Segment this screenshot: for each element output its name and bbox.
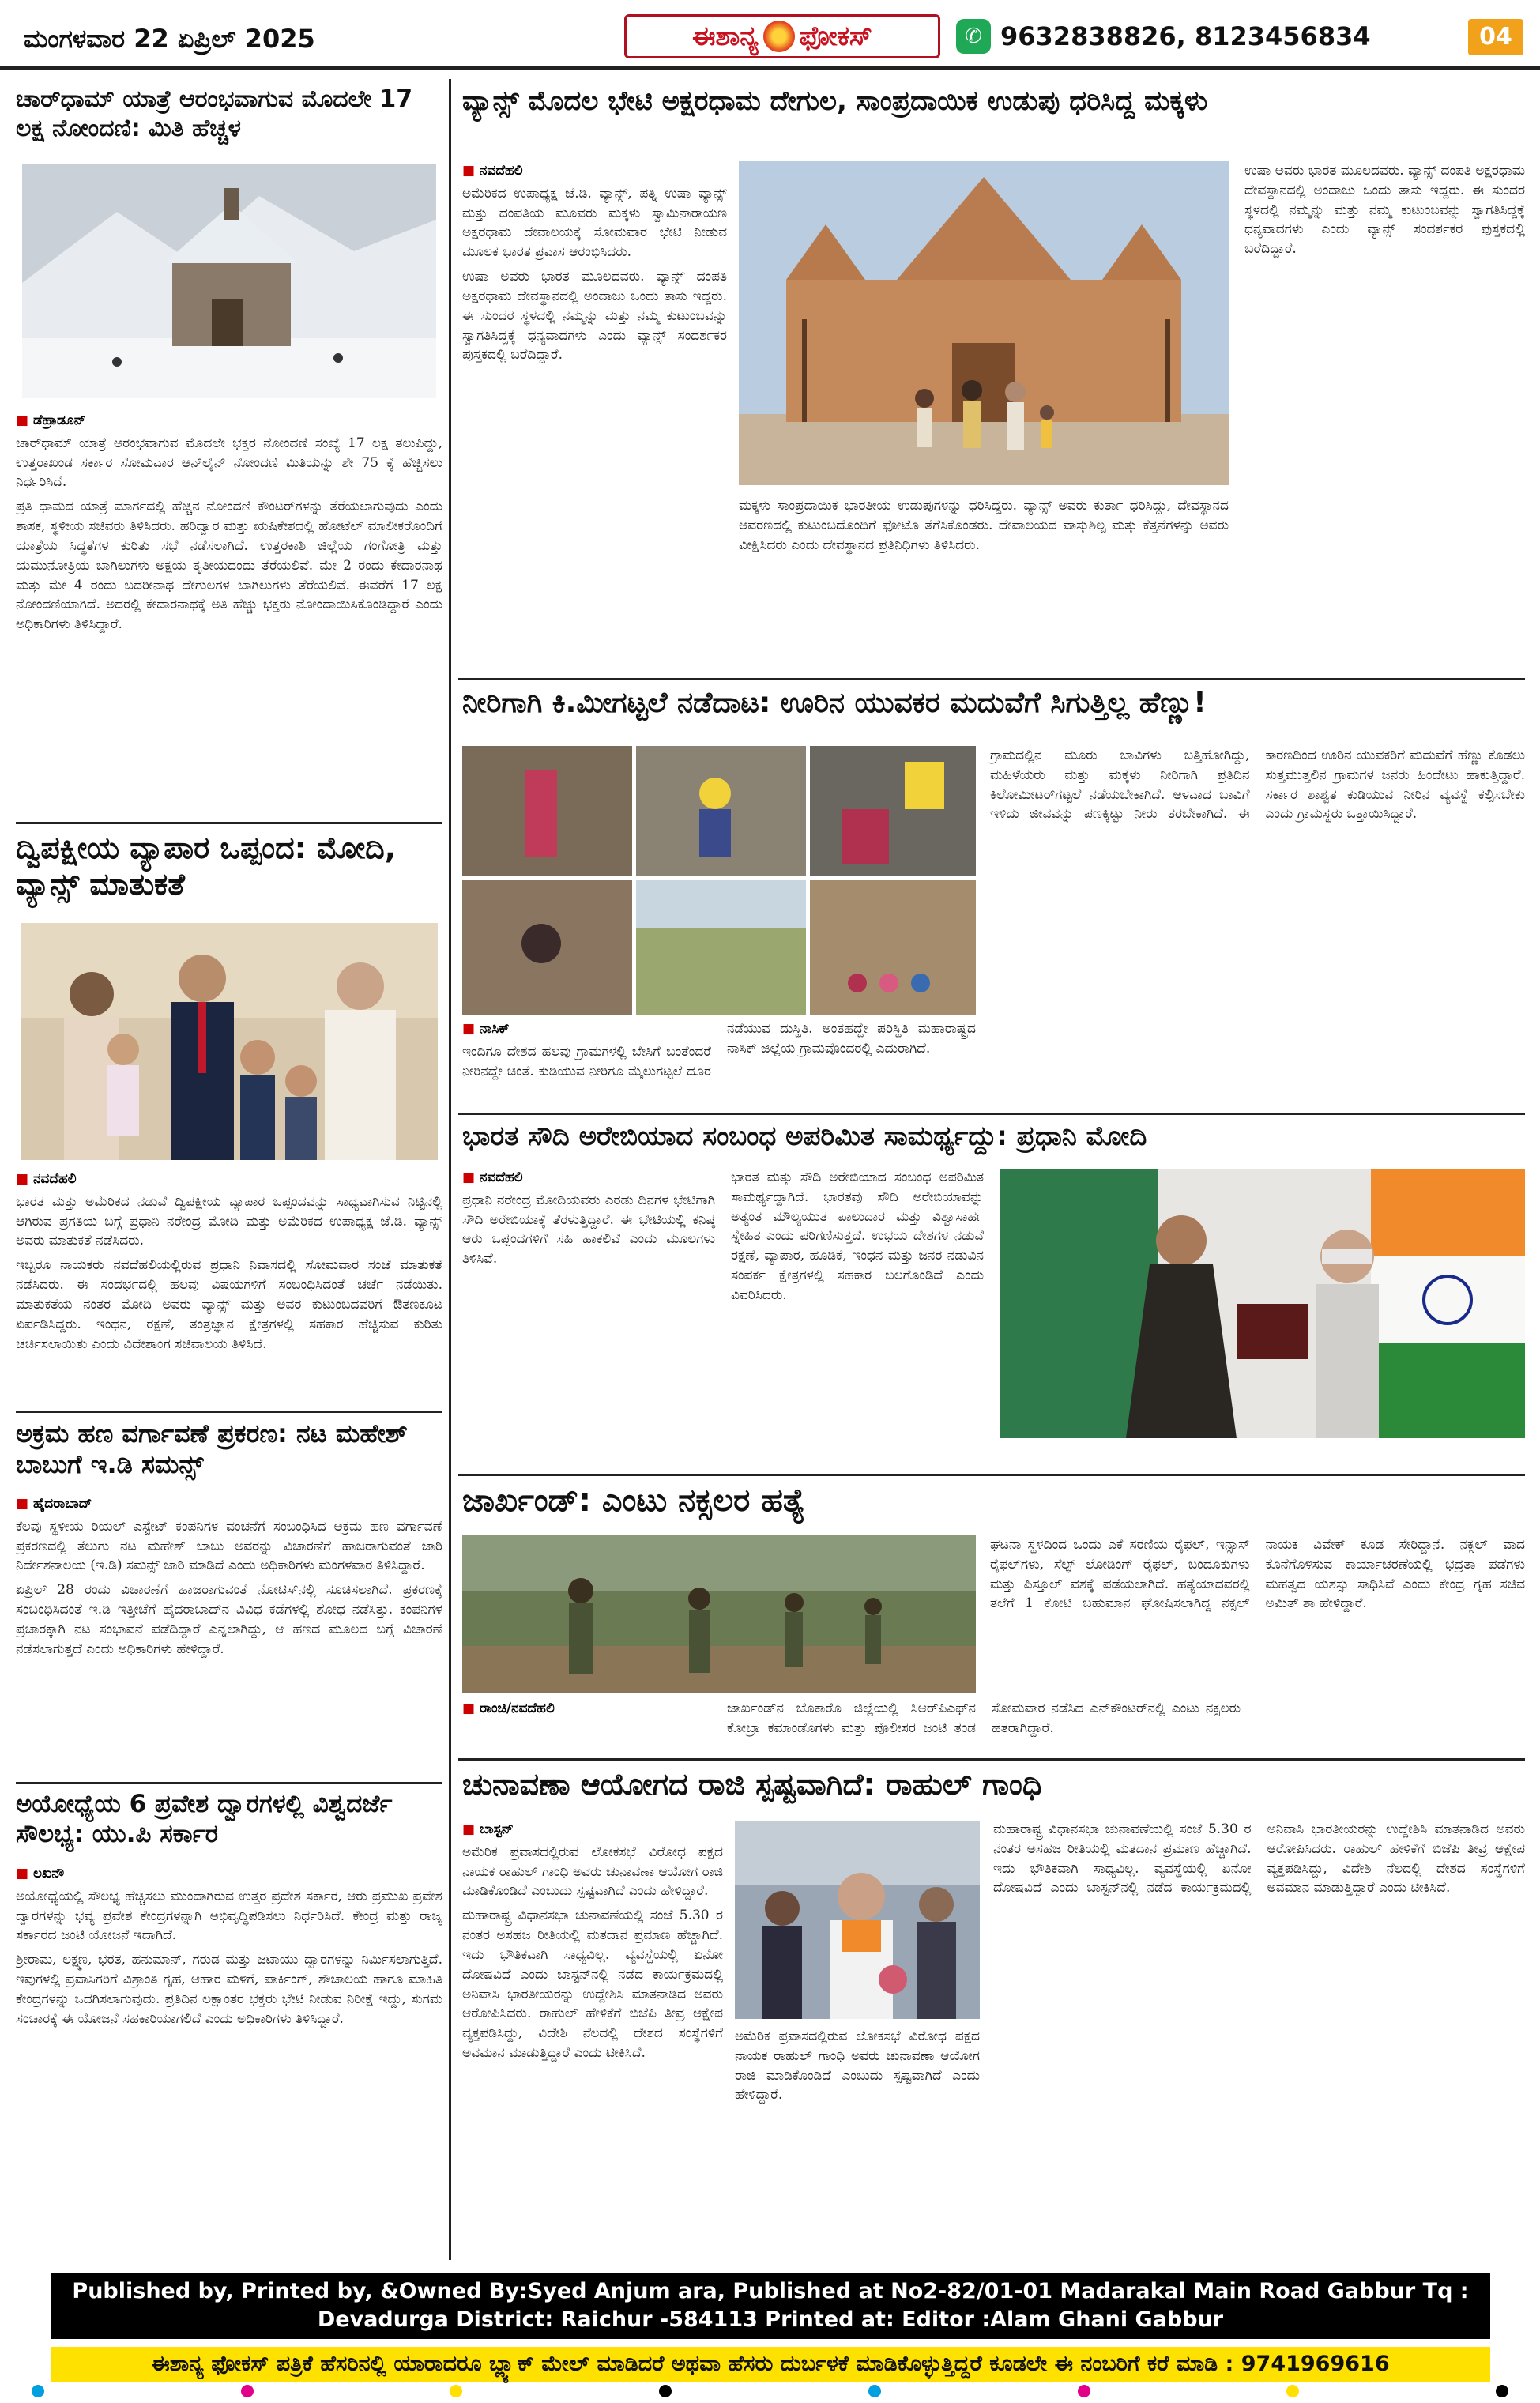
article-ayodhya (16, 1790, 442, 2264)
article-body-right (990, 1535, 1525, 1753)
dateline: ■ ನವದೆಹಲಿ (462, 161, 727, 181)
paragraph: ಶ್ರೀರಾಮ, ಲಕ್ಷ್ಮಣ, ಭರತ, ಹನುಮಾನ್, ಗರುಡ ಮತ್ತು ಜಟಾಯು ದ್ವಾರಗಳನ್ನು ನಿರ್ಮಿಸಲಾಗುತ್ತಿದೆ. ಇವುಗಳಲ್ಲಿ ಪ್ರವಾಸಿಗರಿಗೆ ವಿಶ್ರಾಂತಿ ಗೃಹ, ಆಹಾರ ಮಳಿಗೆ, ಪಾರ್ಕಿಂಗ್, ಶೌಚಾಲಯ ಹಾಗೂ ಮಾಹಿತಿ ಕೇಂದ್ರಗಳನ್ನು ಒದಗಿಸಲಾಗುವುದು. ಪ್ರತಿದಿನ ಲಕ್ಷಾಂತರ ಭಕ್ತರು ಭೇಟಿ ನೀಡುವ ನಿರೀಕ್ಷೆ ಇದ್ದು, ಸುಗಮ ಸಂಚಾರಕ್ಕೆ ಈ ಯೋಜನೆ ಸಹಕಾರಿಯಾಗಲಿದೆ ಎಂದು ಅಧಿಕಾರಿಗಳು ತಿಳಿಸಿದ್ದಾರೆ. (16, 1952, 442, 2027)
article-body-middle (735, 2027, 980, 2259)
paragraph: ಪ್ರತಿ ಧಾಮದ ಯಾತ್ರೆ ಮಾರ್ಗದಲ್ಲಿ ಹೆಚ್ಚಿನ ನೋಂದಣಿ ಕೌಂಟರ್‌ಗಳನ್ನು ತೆರೆಯಲಾಗುವುದು ಎಂದು ಶಾಸಕ, ಸ್ಥಳೀಯ ಸಚಿವರು ತಿಳಿಸಿದರು. ಹರಿದ್ವಾರ ಮತ್ತು ಋಷಿಕೇಶದಲ್ಲಿ ಹೋಟೆಲ್ ಮಾಲೀಕರೊಂದಿಗೆ ಯಾತ್ರೆಯ ಸಿದ್ಧತೆಗಳ ಕುರಿತು ಸಭೆ ನಡೆಸಲಾಗಿದೆ. ಉತ್ತರಕಾಶಿ ಜಿಲ್ಲೆಯ ಗಂಗೋತ್ರಿ ಮತ್ತು ಯಮುನೋತ್ರಿಯ ಬಾಗಿಲುಗಳು ಅಕ್ಷಯ ತೃತೀಯದಂದು ತೆರೆಯಲಿವೆ. ಮೇ 2 ರಂದು ಕೇದಾರನಾಥ ಮತ್ತು ಮೇ 4 ರಂದು ಬದರೀನಾಥ ದೇಗುಲಗಳ ಬಾಗಿಲುಗಳು ತೆರೆಯಲಿವೆ. ಈವರೆಗೆ 17 ಲಕ್ಷ ನೋಂದಣಿಯಾಗಿದೆ. ಅದರಲ್ಲಿ ಕೇದಾರನಾಥಕ್ಕೆ ಅತಿ ಹೆಚ್ಚು ಭಕ್ತರು ನೋಂದಾಯಿಸಿಕೊಂಡಿದ್ದಾರೆ ಎಂದು ಅಧಿಕಾರಿಗಳು ತಿಳಿಸಿದ್ದಾರೆ. (16, 499, 442, 633)
security-forces-photo (462, 1535, 976, 1693)
article-chardham (16, 85, 442, 816)
paragraph: ಚಾರ್‌ಧಾಮ್ ಯಾತ್ರೆ ಆರಂಭವಾಗುವ ಮೊದಲೇ ಭಕ್ತರ ನೋಂದಣಿ ಸಂಖ್ಯೆ 17 ಲಕ್ಷ ತಲುಪಿದ್ದು, ಉತ್ತರಾಖಂಡ ಸರ್ಕಾರ ಸೋಮವಾರ ಆನ್‌ಲೈನ್ ನೋಂದಣಿ ಮಿತಿಯನ್ನು ಶೇ 75 ಕ್ಕೆ ಹೆಚ್ಚಿಸಲು ನಿರ್ಧರಿಸಿದೆ. (16, 435, 442, 491)
paragraph: ಗ್ರಾಮದಲ್ಲಿನ ಮೂರು ಬಾವಿಗಳು ಬತ್ತಿಹೋಗಿದ್ದು, ಮಹಿಳೆಯರು ಮತ್ತು ಮಕ್ಕಳು ನೀರಿಗಾಗಿ ಪ್ರತಿದಿನ ಕಿಲೋಮೀಟರ್‌ಗಟ್ಟಲೆ ನಡೆಯಬೇಕಾಗಿದೆ. ಆಳವಾದ ಬಾವಿಗೆ ಇಳಿದು ಜೀವವನ್ನು ಪಣಕ್ಕಿಟ್ಟು ನೀರು ತರಬೇಕಾಗಿದೆ. ಈ ಕಾರಣದಿಂದ ಊರಿನ ಯುವಕರಿಗೆ ಮದುವೆಗೆ ಹೆಣ್ಣು ಕೊಡಲು ಸುತ್ತಮುತ್ತಲಿನ ಗ್ರಾಮಗಳ ಜನರು ಹಿಂದೇಟು ಹಾಕುತ್ತಿದ್ದಾರೆ. ಸರ್ಕಾರ ಶಾಶ್ವತ ಕುಡಿಯುವ ನೀರಿನ ವ್ಯವಸ್ಥೆ ಕಲ್ಪಿಸಬೇಕು ಎಂದು ಗ್ರಾಮಸ್ಥರು ಒತ್ತಾಯಿಸಿದ್ದಾರೆ. (990, 748, 1525, 823)
headline: ನೀರಿಗಾಗಿ ಕಿ.ಮೀಗಟ್ಟಲೆ ನಡೆದಾಟ: ಊರಿನ ಯುವಕರ ಮದುವೆಗೆ ಸಿಗುತ್ತಿಲ್ಲ ಹೆಣ್ಣು! (462, 687, 1207, 719)
water-collage-photo (462, 746, 976, 1015)
publisher-info: Published by, Printed by, &Owned By:Syed Anjum ara, Published at No2-82/01-01 Madarakal Main Road Gabbur Tq : Devadurga District: Raichur -584113 Printed at: Editor :Alam Ghani Gabbur (51, 2273, 1490, 2339)
article-body-right (1244, 161, 1525, 667)
paragraph: ಅಮೆರಿಕ ಪ್ರವಾಸದಲ್ಲಿರುವ ಲೋಕಸಭೆ ವಿರೋಧ ಪಕ್ಷದ ನಾಯಕ ರಾಹುಲ್ ಗಾಂಧಿ ಅವರು ಚುನಾವಣಾ ಆಯೋಗ ರಾಜಿ ಮಾಡಿಕೊಂಡಿದೆ ಎಂಬುದು ಸ್ಪಷ್ಟವಾಗಿದೆ ಎಂದು ಹೇಳಿದ್ದಾರೆ. (735, 2028, 980, 2104)
cyan-dot-icon (32, 2385, 44, 2397)
article-body-below-photo (462, 1699, 1241, 1753)
footer (0, 2273, 1540, 2403)
paragraph: ಉಷಾ ಅವರು ಭಾರತ ಮೂಲದವರು. ವ್ಯಾನ್ಸ್ ದಂಪತಿ ಅಕ್ಷರಧಾಮ ದೇವಸ್ಥಾನದಲ್ಲಿ ಅಂದಾಜು ಒಂದು ತಾಸು ಇದ್ದರು. ಈ ಸುಂದರ ಸ್ಥಳದಲ್ಲಿ ನಮ್ಮನ್ನು ಮತ್ತು ನಮ್ಮ ಕುಟುಂಬವನ್ನು ಸ್ವಾಗತಿಸಿದ್ದಕ್ಕೆ ಧನ್ಯವಾದಗಳು ಎಂದು ವ್ಯಾನ್ಸ್ ಸಂದರ್ಶಕರ ಪುಸ್ತಕದಲ್ಲಿ ಬರೆದಿದ್ದಾರೆ. (1244, 163, 1525, 258)
kedarnath-snow-photo (22, 164, 436, 398)
paragraph: ಇಬ್ಬರೂ ನಾಯಕರು ನವದೆಹಲಿಯಲ್ಲಿರುವ ಪ್ರಧಾನಿ ನಿವಾಸದಲ್ಲಿ ಸೋಮವಾರ ಸಂಜೆ ಮಾತುಕತೆ ನಡೆಸಿದರು. ಈ ಸಂದರ್ಭದಲ್ಲಿ ಹಲವು ವಿಷಯಗಳಿಗೆ ಸಂಬಂಧಿಸಿದಂತೆ ಚರ್ಚೆ ನಡೆಯಿತು. ಮಾತುಕತೆಯ ನಂತರ ಮೋದಿ ಅವರು ವ್ಯಾನ್ಸ್ ಮತ್ತು ಅವರ ಕುಟುಂಬದವರಿಗೆ ಔತಣಕೂಟ ಏರ್ಪಡಿಸಿದ್ದರು. ಇಂಧನ, ರಕ್ಷಣೆ, ತಂತ್ರಜ್ಞಾನ ಕ್ಷೇತ್ರಗಳಲ್ಲಿ ಸಹಕಾರ ಹೆಚ್ಚಿಸುವ ಕುರಿತು ಚರ್ಚಿಸಲಾಯಿತು ಎಂದು ವಿದೇಶಾಂಗ ಸಚಿವಾಲಯ ತಿಳಿಸಿದೆ. (16, 1257, 442, 1352)
paragraph: ಅಮೆರಿಕ ಪ್ರವಾಸದಲ್ಲಿರುವ ಲೋಕಸಭೆ ವಿರೋಧ ಪಕ್ಷದ ನಾಯಕ ರಾಹುಲ್ ಗಾಂಧಿ ಅವರು ಚುನಾವಣಾ ಆಯೋಗ ರಾಜಿ ಮಾಡಿಕೊಂಡಿದೆ ಎಂಬುದು ಸ್ಪಷ್ಟವಾಗಿದೆ ಎಂದು ಹೇಳಿದ್ದಾರೆ. (462, 1844, 723, 1900)
article-body (16, 1169, 442, 1358)
paragraph: ಘಟನಾ ಸ್ಥಳದಿಂದ ಒಂದು ಎಕೆ ಸರಣಿಯ ರೈಫಲ್, ಇನ್ಸಾಸ್ ರೈಫಲ್‌ಗಳು, ಸೆಲ್ಫ್ ಲೋಡಿಂಗ್ ರೈಫಲ್, ಬಂದೂಕುಗಳು ಮತ್ತು ಪಿಸ್ತೂಲ್ ವಶಕ್ಕೆ ಪಡೆಯಲಾಗಿದೆ. ಹತ್ಯೆಯಾದವರಲ್ಲಿ ತಲೆಗೆ 1 ಕೋಟಿ ಬಹುಮಾನ ಘೋಷಿಸಲಾಗಿದ್ದ ನಕ್ಸಲ್ ನಾಯಕ ವಿವೇಕ್ ಕೂಡ ಸೇರಿದ್ದಾನೆ. ನಕ್ಸಲ್ ವಾದ ಕೊನೆಗೊಳಿಸುವ ಕಾರ್ಯಾಚರಣೆಯಲ್ಲಿ ಭದ್ರತಾ ಪಡೆಗಳು ಮಹತ್ವದ ಯಶಸ್ಸು ಸಾಧಿಸಿವೆ ಎಂದು ಕೇಂದ್ರ ಗೃಹ ಸಚಿವ ಅಮಿತ್ ಶಾ ಹೇಳಿದ್ದಾರೆ. (990, 1537, 1525, 1612)
section-divider (458, 1758, 1525, 1761)
article-water-walk (462, 686, 1525, 1109)
phone-numbers: 9632838826, 8123456834 (1000, 21, 1371, 51)
logo-emblem-icon (763, 21, 795, 52)
paragraph: ಜಾರ್ಖಂಡ್‌ನ ಬೊಕಾರೊ ಜಿಲ್ಲೆಯಲ್ಲಿ ಸಿಆರ್‌ಪಿಎಫ್‌ನ ಕೋಬ್ರಾ ಕಮಾಂಡೊಗಳು ಮತ್ತು ಪೊಲೀಸರ ಜಂಟಿ ತಂಡ ಸೋಮವಾರ ನಡೆಸಿದ ಎನ್‌ಕೌಂಟರ್‌ನಲ್ಲಿ ಎಂಟು ನಕ್ಸಲರು ಹತರಾಗಿದ್ದಾರೆ. (727, 1701, 1241, 1736)
paragraph: ಕೆಲವು ಸ್ಥಳೀಯ ರಿಯಲ್ ಎಸ್ಟೇಟ್ ಕಂಪನಿಗಳ ವಂಚನೆಗೆ ಸಂಬಂಧಿಸಿದ ಅಕ್ರಮ ಹಣ ವರ್ಗಾವಣೆ ಪ್ರಕರಣದಲ್ಲಿ ತೆಲುಗು ನಟ ಮಹೇಶ್ ಬಾಬು ಅವರನ್ನು ವಿಚಾರಣೆಗೆ ಹಾಜರಾಗುವಂತೆ ಜಾರಿ ನಿರ್ದೇಶನಾಲಯ (ಇ.ಡಿ) ಸಮನ್ಸ್ ಜಾರಿ ಮಾಡಿದೆ ಎಂದು ಅಧಿಕಾರಿಗಳು ಮಂಗಳವಾರ ತಿಳಿಸಿದ್ದಾರೆ. (16, 1518, 442, 1574)
article-mahesh-babu (16, 1418, 442, 1778)
yellow-dot-icon (1286, 2385, 1299, 2397)
newspaper-logo (624, 14, 940, 58)
black-dot-icon (1496, 2385, 1508, 2397)
contact-phones (956, 19, 1371, 54)
magenta-dot-icon (241, 2385, 254, 2397)
article-body (16, 1494, 442, 1664)
headline: ಭಾರತ ಸೌದಿ ಅರೇಬಿಯಾದ ಸಂಬಂಧ ಅಪರಿಮಿತ ಸಾಮರ್ಥ್ಯದ್ದು: ಪ್ರಧಾನಿ ಮೋದಿ (462, 1121, 1147, 1152)
dateline: ■ ನಾಸಿಕ್ (462, 1019, 711, 1039)
masthead (0, 0, 1540, 70)
article-vance-temple (462, 85, 1525, 674)
logo-right-text: ಫೋಕಸ್ (799, 21, 872, 52)
section-divider (16, 822, 442, 824)
section-divider (458, 1474, 1525, 1476)
magenta-dot-icon (1078, 2385, 1090, 2397)
dateline: ■ ಡೆಹ್ರಾಡೂನ್ (16, 411, 442, 431)
whatsapp-icon: ✆ (956, 19, 991, 54)
article-body-left (462, 161, 727, 667)
article-body (462, 1168, 984, 1468)
dateline: ■ ಬಾಸ್ಟನ್ (462, 1820, 723, 1840)
article-body-below-photo (462, 1019, 976, 1106)
rahul-gandhi-photo (735, 1821, 980, 2019)
article-body (16, 1864, 442, 2034)
section-divider (16, 1411, 442, 1413)
dateline: ■ ನವದೆಹಲಿ (462, 1168, 715, 1188)
section-divider (458, 678, 1525, 680)
headline: ಅಯೋಧ್ಯೆಯ 6 ಪ್ರವೇಶ ದ್ವಾರಗಳಲ್ಲಿ ವಿಶ್ವದರ್ಜೆ ಸೌಲಭ್ಯ: ಯು.ಪಿ ಸರ್ಕಾರ (16, 1790, 393, 1848)
paragraph: ಅಯೋಧ್ಯೆಯಲ್ಲಿ ಸೌಲಭ್ಯ ಹೆಚ್ಚಿಸಲು ಮುಂದಾಗಿರುವ ಉತ್ತರ ಪ್ರದೇಶ ಸರ್ಕಾರ, ಆರು ಪ್ರಮುಖ ಪ್ರವೇಶ ದ್ವಾರಗಳನ್ನು ಭವ್ಯ ಪ್ರವೇಶ ಕೇಂದ್ರಗಳನ್ನಾಗಿ ಅಭಿವೃದ್ಧಿಪಡಿಸಲು ನಿರ್ಧರಿಸಿದೆ. ಕೇಂದ್ರ ಮತ್ತು ರಾಜ್ಯ ಸರ್ಕಾರದ ಜಂಟಿ ಯೋಜನೆ ಇದಾಗಿದೆ. (16, 1888, 442, 1944)
article-india-saudi (462, 1121, 1525, 1470)
article-body-right (993, 1820, 1525, 2259)
dateline: ■ ರಾಂಚಿ/ನವದೆಹಲಿ (462, 1699, 711, 1719)
article-modi-vance (16, 830, 442, 1405)
paragraph: ಅಮೆರಿಕದ ಉಪಾಧ್ಯಕ್ಷ ಜೆ.ಡಿ. ವ್ಯಾನ್ಸ್, ಪತ್ನಿ ಉಷಾ ವ್ಯಾನ್ಸ್ ಮತ್ತು ದಂಪತಿಯ ಮೂವರು ಮಕ್ಕಳು ಸ್ವಾಮಿನಾರಾಯಣ ಅಕ್ಷರಧಾಮ ದೇವಾಲಯಕ್ಕೆ ಸೋಮವಾರ ಭೇಟಿ ನೀಡುವ ಮೂಲಕ ಭಾರತ ಪ್ರವಾಸ ಆರಂಭಿಸಿದರು. (462, 185, 727, 261)
akshardham-temple-photo (739, 161, 1229, 485)
article-rahul (462, 1766, 1525, 2262)
black-dot-icon (659, 2385, 672, 2397)
column-divider (449, 79, 451, 2260)
paragraph: ಮಹಾರಾಷ್ಟ್ರ ವಿಧಾನಸಭಾ ಚುನಾವಣೆಯಲ್ಲಿ ಸಂಜೆ 5.30 ರ ನಂತರ ಅಸಹಜ ರೀತಿಯಲ್ಲಿ ಮತದಾನ ಪ್ರಮಾಣ ಹೆಚ್ಚಾಗಿದೆ. ಇದು ಭೌತಿಕವಾಗಿ ಸಾಧ್ಯವಿಲ್ಲ. ವ್ಯವಸ್ಥೆಯಲ್ಲಿ ಏನೋ ದೋಷವಿದೆ ಎಂದು ಬಾಸ್ಟನ್‌ನಲ್ಲಿ ನಡೆದ ಕಾರ್ಯಕ್ರಮದಲ್ಲಿ ಅನಿವಾಸಿ ಭಾರತೀಯರನ್ನು ಉದ್ದೇಶಿಸಿ ಮಾತನಾಡಿದ ಅವರು ಆರೋಪಿಸಿದರು. ರಾಹುಲ್ ಹೇಳಿಕೆಗೆ ಬಿಜೆಪಿ ತೀವ್ರ ಆಕ್ಷೇಪ ವ್ಯಕ್ತಪಡಿಸಿದ್ದು, ವಿದೇಶಿ ನೆಲದಲ್ಲಿ ದೇಶದ ಸಂಸ್ಥೆಗಳಿಗೆ ಅವಮಾನ ಮಾಡುತ್ತಿದ್ದಾರೆ ಎಂದು ಟೀಕಿಸಿದೆ. (462, 1908, 723, 2061)
dateline: ■ ನವದೆಹಲಿ (16, 1169, 442, 1189)
blackmail-notice: ಈಶಾನ್ಯ ಫೋಕಸ್ ಪತ್ರಿಕೆ ಹೆಸರಿನಲ್ಲಿ ಯಾರಾದರೂ ಬ್ಲ್ಯಾಕ್ ಮೇಲ್ ಮಾಡಿದರೆ ಅಥವಾ ಹೆಸರು ದುರ್ಬಳಕೆ ಮಾಡಿಕೊಳ್ಳುತ್ತಿದ್ದರೆ ಕೂಡಲೇ ಈ ನಂಬರಿಗೆ ಕರೆ ಮಾಡಿ : 9741969616 (51, 2347, 1490, 2382)
paragraph: ಮಹಾರಾಷ್ಟ್ರ ವಿಧಾನಸಭಾ ಚುನಾವಣೆಯಲ್ಲಿ ಸಂಜೆ 5.30 ರ ನಂತರ ಅಸಹಜ ರೀತಿಯಲ್ಲಿ ಮತದಾನ ಪ್ರಮಾಣ ಹೆಚ್ಚಾಗಿದೆ. ಇದು ಭೌತಿಕವಾಗಿ ಸಾಧ್ಯವಿಲ್ಲ. ವ್ಯವಸ್ಥೆಯಲ್ಲಿ ಏನೋ ದೋಷವಿದೆ ಎಂದು ಬಾಸ್ಟನ್‌ನಲ್ಲಿ ನಡೆದ ಕಾರ್ಯಕ್ರಮದಲ್ಲಿ ಅನಿವಾಸಿ ಭಾರತೀಯರನ್ನು ಉದ್ದೇಶಿಸಿ ಮಾತನಾಡಿದ ಅವರು ಆರೋಪಿಸಿದರು. ರಾಹುಲ್ ಹೇಳಿಕೆಗೆ ಬಿಜೆಪಿ ತೀವ್ರ ಆಕ್ಷೇಪ ವ್ಯಕ್ತಪಡಿಸಿದ್ದು, ವಿದೇಶಿ ನೆಲದಲ್ಲಿ ದೇಶದ ಸಂಸ್ಥೆಗಳಿಗೆ ಅವಮಾನ ಮಾಡುತ್ತಿದ್ದಾರೆ ಎಂದು ಟೀಕಿಸಿದೆ. (993, 1821, 1525, 1896)
article-body (16, 411, 442, 639)
yellow-dot-icon (450, 2385, 462, 2397)
dateline: ■ ಹೈದರಾಬಾದ್ (16, 1494, 442, 1514)
paragraph: ಏಪ್ರಿಲ್ 28 ರಂದು ವಿಚಾರಣೆಗೆ ಹಾಜರಾಗುವಂತೆ ನೋಟಿಸ್‌ನಲ್ಲಿ ಸೂಚಿಸಲಾಗಿದೆ. ಪ್ರಕರಣಕ್ಕೆ ಸಂಬಂಧಿಸಿದಂತೆ ಇ.ಡಿ ಇತ್ತೀಚೆಗೆ ಹೈದರಾಬಾದ್‌ನ ವಿವಿಧ ಕಡೆಗಳಲ್ಲಿ ಶೋಧ ನಡೆಸಿತ್ತು. ಕಂಪನಿಗಳ ಪ್ರಚಾರಕ್ಕಾಗಿ ನಟ ಸಂಭಾವನೆ ಪಡೆದಿದ್ದಾರೆ ಎನ್ನಲಾಗಿದ್ದು, ಆ ಹಣದ ಮೂಲದ ಬಗ್ಗೆ ವಿಚಾರಣೆ ನಡೆಸಲಾಗುತ್ತದೆ ಎಂದು ಅಧಿಕಾರಿಗಳು ಹೇಳಿದ್ದಾರೆ. (16, 1582, 442, 1657)
paragraph: ಇಂದಿಗೂ ದೇಶದ ಹಲವು ಗ್ರಾಮಗಳಲ್ಲಿ ಬೇಸಿಗೆ ಬಂತೆಂದರೆ ನೀರಿನದ್ದೇ ಚಿಂತೆ. ಕುಡಿಯುವ ನೀರಿಗೂ ಮೈಲುಗಟ್ಟಲೆ ದೂರ ನಡೆಯುವ ದುಸ್ಥಿತಿ. ಅಂತಹದ್ದೇ ಪರಿಸ್ಥಿತಿ ಮಹಾರಾಷ್ಟ್ರದ ನಾಸಿಕ್ ಜಿಲ್ಲೆಯ ಗ್ರಾಮವೊಂದರಲ್ಲಿ ಎದುರಾಗಿದೆ. (462, 1021, 976, 1079)
issue-date: ಮಂಗಳವಾರ 22 ಏಪ್ರಿಲ್ 2025 (24, 24, 315, 54)
modi-vance-family-photo (21, 923, 438, 1160)
headline: ಅಕ್ರಮ ಹಣ ವರ್ಗಾವಣೆ ಪ್ರಕರಣ: ನಟ ಮಹೇಶ್ ಬಾಬುಗೆ ಇ.ಡಿ ಸಮನ್ಸ್ (16, 1418, 408, 1480)
headline: ವ್ಯಾನ್ಸ್ ಮೊದಲ ಭೇಟಿ ಅಕ್ಷರಧಾಮ ದೇಗುಲ, ಸಾಂಪ್ರದಾಯಿಕ ಉಡುಪು ಧರಿಸಿದ್ದ ಮಕ್ಕಳು (462, 85, 1208, 117)
headline: ಚುನಾವಣಾ ಆಯೋಗದ ರಾಜಿ ಸ್ಪಷ್ಟವಾಗಿದೆ: ರಾಹುಲ್ ಗಾಂಧಿ (462, 1767, 1042, 1802)
paragraph: ಮಕ್ಕಳು ಸಾಂಪ್ರದಾಯಿಕ ಭಾರತೀಯ ಉಡುಪುಗಳನ್ನು ಧರಿಸಿದ್ದರು. ವ್ಯಾನ್ಸ್ ಅವರು ಕುರ್ತಾ ಧರಿಸಿದ್ದು, ದೇವಸ್ಥಾನದ ಆವರಣದಲ್ಲಿ ಕುಟುಂಬದೊಂದಿಗೆ ಫೋಟೊ ತೆಗೆಸಿಕೊಂಡರು. ದೇವಾಲಯದ ವಾಸ್ತುಶಿಲ್ಪ ಮತ್ತು ಕೆತ್ತನೆಗಳನ್ನು ಅವರು ವೀಕ್ಷಿಸಿದರು ಎಂದು ದೇವಸ್ಥಾನದ ಪ್ರತಿನಿಧಿಗಳು ತಿಳಿಸಿದರು. (739, 498, 1229, 553)
cyan-dot-icon (868, 2385, 881, 2397)
headline: ದ್ವಿಪಕ್ಷೀಯ ವ್ಯಾಪಾರ ಒಪ್ಪಂದ: ಮೋದಿ, ವ್ಯಾನ್ಸ್ ಮಾತುಕತೆ (16, 831, 397, 902)
section-divider (16, 1782, 442, 1784)
article-body-middle (739, 496, 1229, 670)
print-registration-marks (0, 2385, 1540, 2401)
headline: ಜಾರ್ಖಂಡ್: ಎಂಟು ನಕ್ಸಲರ ಹತ್ಯೆ (462, 1482, 806, 1519)
modi-saudi-crown-prince-photo (1000, 1169, 1525, 1438)
paragraph: ಪ್ರಧಾನಿ ನರೇಂದ್ರ ಮೋದಿಯವರು ಎರಡು ದಿನಗಳ ಭೇಟಿಗಾಗಿ ಸೌದಿ ಅರೇಬಿಯಾಕ್ಕೆ ತೆರಳುತ್ತಿದ್ದಾರೆ. ಈ ಭೇಟಿಯಲ್ಲಿ ಕನಿಷ್ಠ ಆರು ಒಪ್ಪಂದಗಳಿಗೆ ಸಹಿ ಹಾಕಲಿವೆ ಎಂದು ಮೂಲಗಳು ತಿಳಿಸಿವೆ. (462, 1192, 715, 1267)
paragraph: ಭಾರತ ಮತ್ತು ಸೌದಿ ಅರೇಬಿಯಾದ ಸಂಬಂಧ ಅಪರಿಮಿತ ಸಾಮರ್ಥ್ಯದ್ದಾಗಿದೆ. ಭಾರತವು ಸೌದಿ ಅರೇಬಿಯಾವನ್ನು ಅತ್ಯಂತ ಮೌಲ್ಯಯುತ ಪಾಲುದಾರ ಮತ್ತು ವಿಶ್ವಾಸಾರ್ಹ ಸ್ನೇಹಿತ ಎಂದು ಪರಿಗಣಿಸುತ್ತದೆ. ಉಭಯ ದೇಶಗಳ ನಡುವೆ ರಕ್ಷಣೆ, ವ್ಯಾಪಾರ, ಹೂಡಿಕೆ, ಇಂಧನ ಮತ್ತು ಜನರ ನಡುವಿನ ಸಂಪರ್ಕ ಕ್ಷೇತ್ರಗಳಲ್ಲಿ ಸಹಕಾರ ಬಲಗೊಂಡಿದೆ ಎಂದು ವಿವರಿಸಿದರು. (731, 1169, 984, 1303)
article-body-right (990, 746, 1525, 1106)
logo-left-text: ಈಶಾನ್ಯ (692, 21, 759, 52)
article-body-left (462, 1820, 723, 2259)
dateline: ■ ಲಖನೌ (16, 1864, 442, 1884)
article-jharkhand (462, 1482, 1525, 1754)
headline: ಚಾರ್‌ಧಾಮ್ ಯಾತ್ರೆ ಆರಂಭವಾಗುವ ಮೊದಲೇ 17 ಲಕ್ಷ ನೋಂದಣಿ: ಮಿತಿ ಹೆಚ್ಚಳ (16, 85, 413, 142)
section-divider (458, 1113, 1525, 1115)
page-number: 04 (1468, 19, 1523, 55)
paragraph: ಉಷಾ ಅವರು ಭಾರತ ಮೂಲದವರು. ವ್ಯಾನ್ಸ್ ದಂಪತಿ ಅಕ್ಷರಧಾಮ ದೇವಸ್ಥಾನದಲ್ಲಿ ಅಂದಾಜು ಒಂದು ತಾಸು ಇದ್ದರು. ಈ ಸುಂದರ ಸ್ಥಳದಲ್ಲಿ ನಮ್ಮನ್ನು ಮತ್ತು ನಮ್ಮ ಕುಟುಂಬವನ್ನು ಸ್ವಾಗತಿಸಿದ್ದಕ್ಕೆ ಧನ್ಯವಾದಗಳು ಎಂದು ವ್ಯಾನ್ಸ್ ಸಂದರ್ಶಕರ ಪುಸ್ತಕದಲ್ಲಿ ಬರೆದಿದ್ದಾರೆ. (462, 269, 727, 363)
paragraph: ಭಾರತ ಮತ್ತು ಅಮೆರಿಕದ ನಡುವೆ ದ್ವಿಪಕ್ಷೀಯ ವ್ಯಾಪಾರ ಒಪ್ಪಂದವನ್ನು ಸಾಧ್ಯವಾಗಿಸುವ ನಿಟ್ಟಿನಲ್ಲಿ ಆಗಿರುವ ಪ್ರಗತಿಯ ಬಗ್ಗೆ ಪ್ರಧಾನಿ ನರೇಂದ್ರ ಮೋದಿ ಮತ್ತು ಅಮೆರಿಕದ ಉಪಾಧ್ಯಕ್ಷ ಜೆ.ಡಿ. ವ್ಯಾನ್ಸ್ ಅವರು ಮಾತುಕತೆ ನಡೆಸಿದರು. (16, 1193, 442, 1249)
